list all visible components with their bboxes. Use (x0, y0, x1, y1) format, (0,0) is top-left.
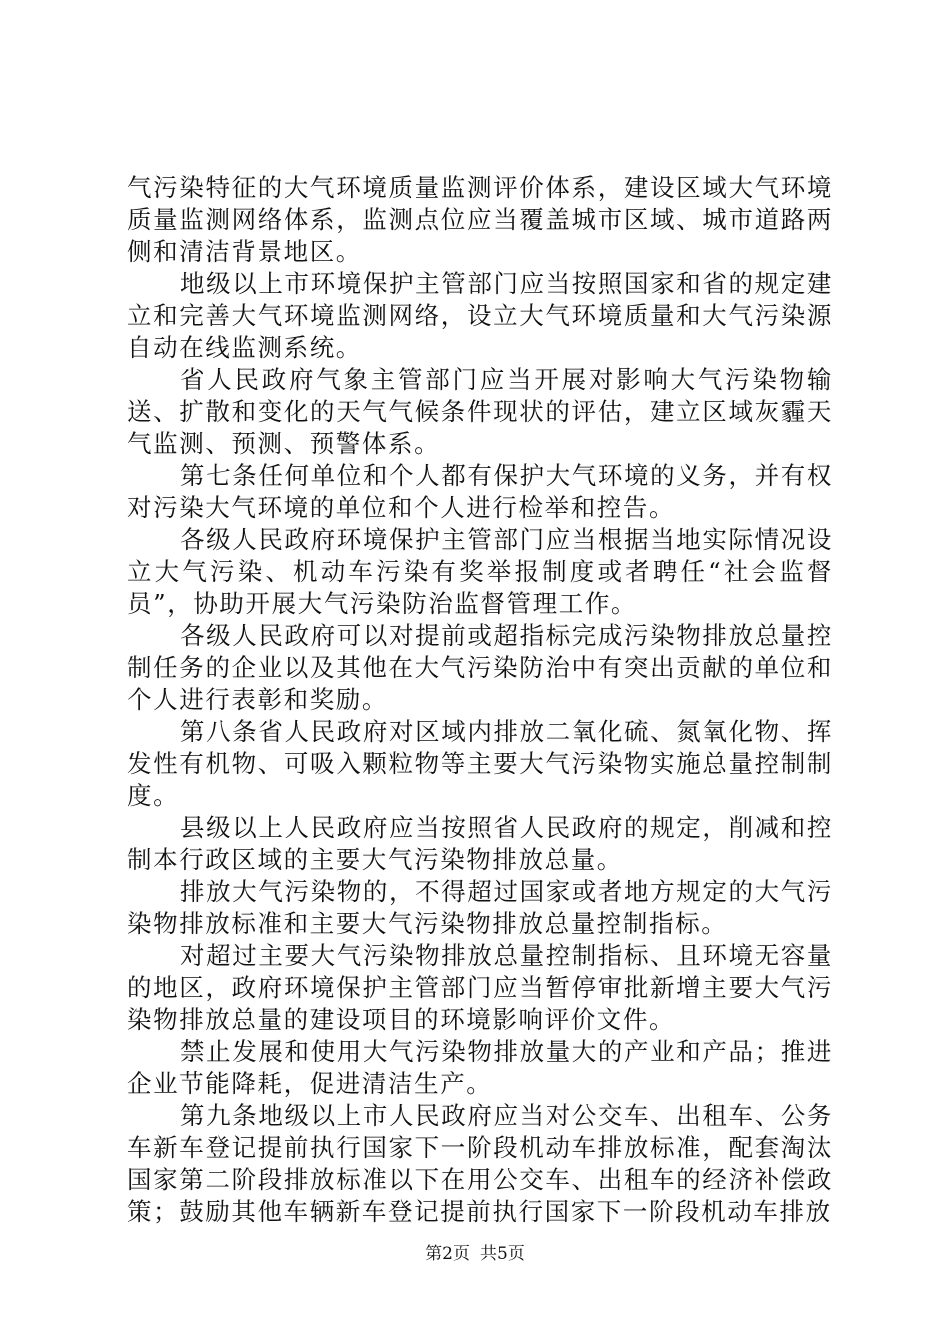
paragraph: 禁止发展和使用大气污染物排放量大的产业和产品；推进企业节能降耗，促进清洁生产。 (127, 1037, 833, 1098)
paragraph: 对超过主要大气污染物排放总量控制指标、且环境无容量的地区，政府环境保护主管部门应当暂停审批新增主要大气污染物排放总量的建设项目的环境影响评价文件。 (127, 941, 833, 1034)
paragraph: 各级人民政府可以对提前或超指标完成污染物排放总量控制任务的企业以及其他在大气污染防治中有突出贡献的单位和个人进行表彰和奖励。 (127, 621, 833, 714)
paragraph: 省人民政府气象主管部门应当开展对影响大气污染物输送、扩散和变化的天气气候条件现状的评估，建立区域灰霾天气监测、预测、预警体系。 (127, 365, 833, 458)
paragraph: 第八条省人民政府对区域内排放二氧化硫、氮氧化物、挥发性有机物、可吸入颗粒物等主要大气污染物实施总量控制制度。 (127, 717, 833, 810)
paragraph: 第七条任何单位和个人都有保护大气环境的义务，并有权对污染大气环境的单位和个人进行检举和控告。 (127, 461, 833, 522)
page-number: 第2页 (425, 1244, 470, 1264)
paragraph: 排放大气污染物的，不得超过国家或者地方规定的大气污染物排放标准和主要大气污染物排放总量控制指标。 (127, 877, 833, 938)
paragraph: 各级人民政府环境保护主管部门应当根据当地实际情况设立大气污染、机动车污染有奖举报制度或者聘任“社会监督员”，协助开展大气污染防治监督管理工作。 (127, 525, 833, 618)
page-total: 共5页 (480, 1244, 525, 1264)
paragraph: 气污染特征的大气环境质量监测评价体系，建设区域大气环境质量监测网络体系，监测点位应当覆盖城市区域、城市道路两侧和清洁背景地区。 (127, 173, 833, 266)
paragraph: 县级以上人民政府应当按照省人民政府的规定，削减和控制本行政区域的主要大气污染物排放总量。 (127, 813, 833, 874)
document-body (127, 172, 833, 1228)
paragraph: 第九条地级以上市人民政府应当对公交车、出租车、公务车新车登记提前执行国家下一阶段机动车排放标准，配套淘汰国家第二阶段排放标准以下在用公交车、出租车的经济补偿政策；鼓励其他车辆新车登记提前执行国家下一阶段机动车排放 (127, 1101, 833, 1226)
paragraph: 地级以上市环境保护主管部门应当按照国家和省的规定建立和完善大气环境监测网络，设立大气环境质量和大气污染源自动在线监测系统。 (127, 269, 833, 362)
page-footer (0, 1243, 950, 1265)
